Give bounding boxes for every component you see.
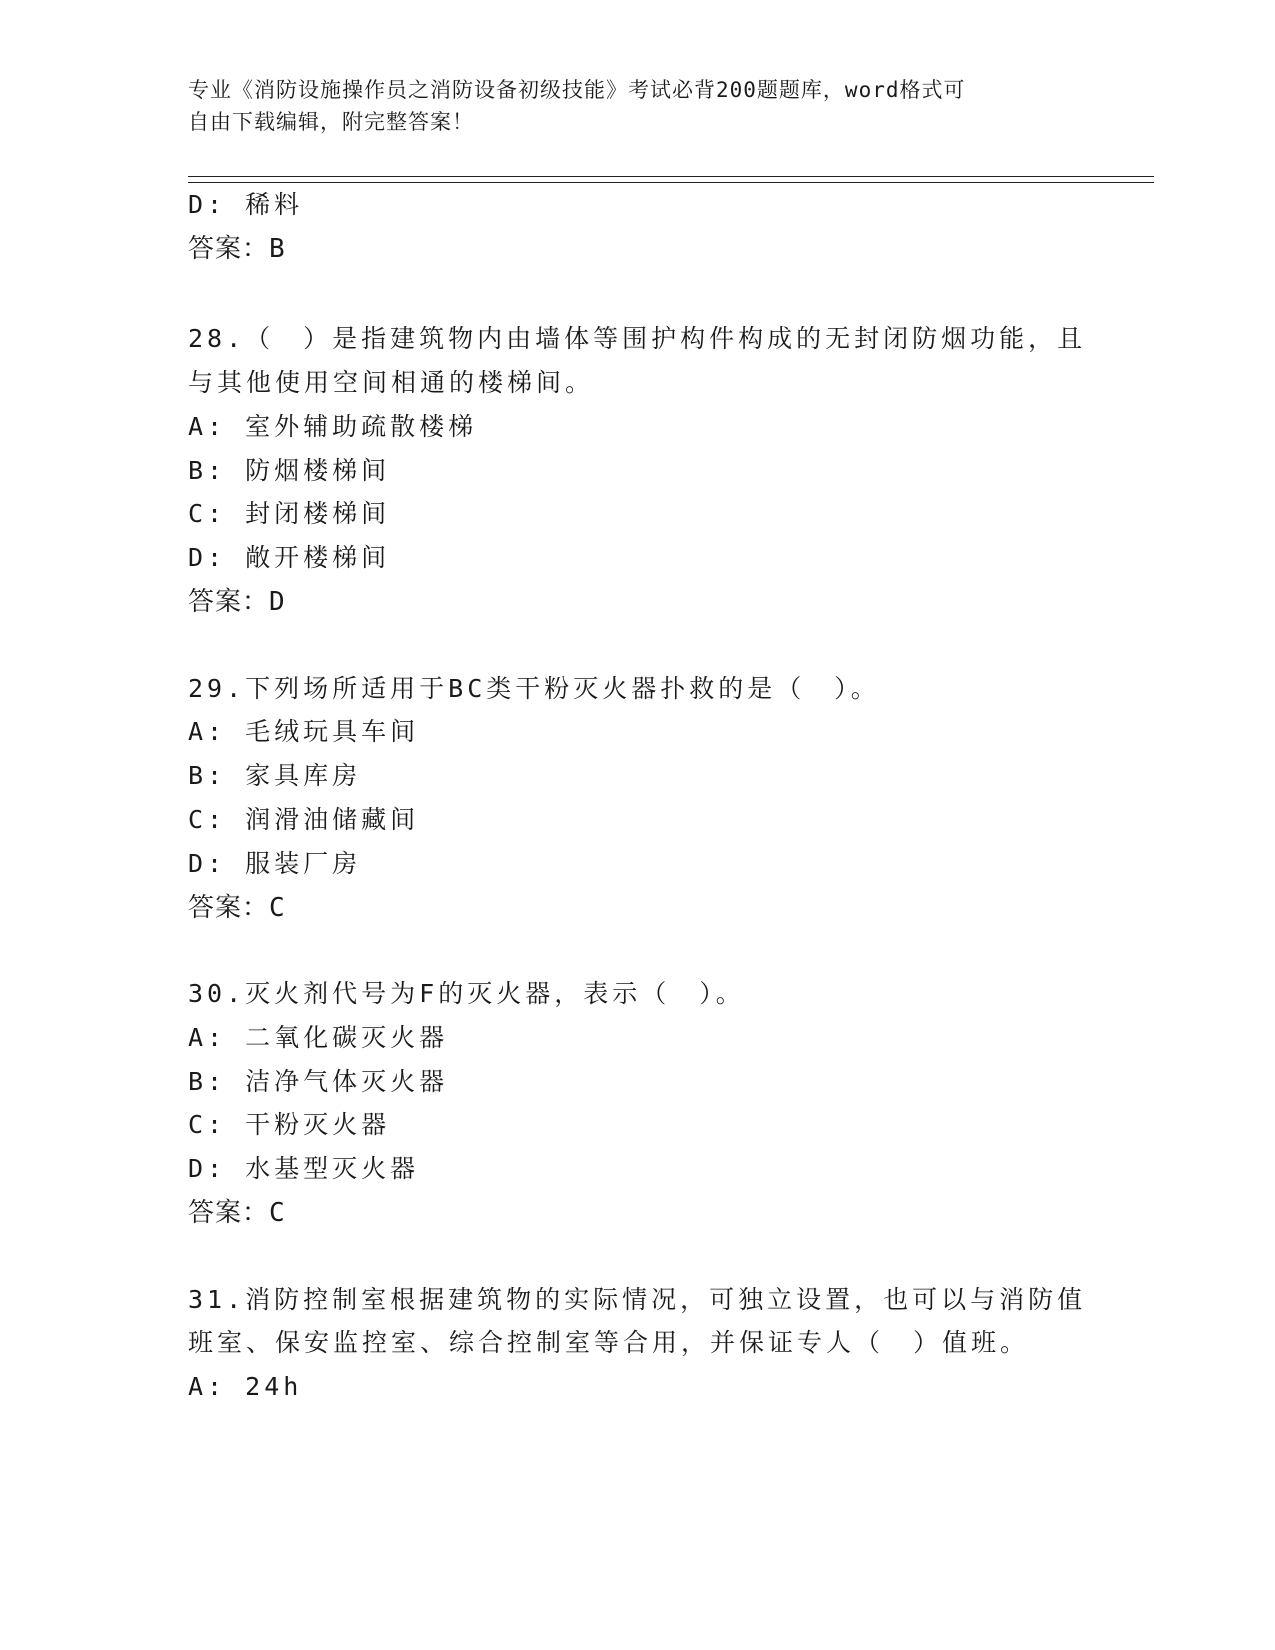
- q28-option-d: D: 敞开楼梯间: [188, 543, 391, 572]
- answer-value: D: [269, 587, 286, 617]
- header-divider-bottom: [188, 182, 1154, 183]
- q30-option-c: C: 干粉灭火器: [188, 1110, 391, 1139]
- answer-value: B: [269, 234, 286, 264]
- q29-option-a: A: 毛绒玩具车间: [188, 717, 420, 746]
- q28-option-a: A: 室外辅助疏散楼梯: [188, 412, 478, 441]
- q28-answer: [188, 585, 286, 619]
- answer-label: 答案：: [188, 587, 270, 617]
- q31-stem-line-1: 31.消防控制室根据建筑物的实际情况，可独立设置，也可以与消防值: [188, 1285, 1087, 1314]
- prev-answer: [188, 232, 286, 266]
- answer-value: C: [269, 893, 286, 923]
- answer-label: 答案：: [188, 1198, 270, 1228]
- q30-option-b: B: 洁净气体灭火器: [188, 1067, 449, 1096]
- q30-answer: [188, 1196, 286, 1230]
- q30-stem-line-1: 30.灭火剂代号为F的灭火器，表示（ ）。: [188, 979, 745, 1008]
- answer-label: 答案：: [188, 234, 270, 264]
- header-divider-top: [188, 176, 1154, 177]
- q30-option-a: A: 二氧化碳灭火器: [188, 1023, 449, 1052]
- q29-answer: [188, 891, 286, 925]
- q29-option-d: D: 服装厂房: [188, 849, 362, 878]
- q31-stem-line-2: 班室、保安监控室、综合控制室等合用，并保证专人（ ）值班。: [188, 1328, 1030, 1357]
- answer-value: C: [269, 1198, 286, 1228]
- q29-option-c: C: 润滑油储藏间: [188, 805, 420, 834]
- header-line-2: 自由下载编辑，附完整答案！: [188, 110, 474, 134]
- answer-label: 答案：: [188, 893, 270, 923]
- q31-option-a: A: 24h: [188, 1372, 303, 1401]
- q29-option-b: B: 家具库房: [188, 761, 362, 790]
- header-line-1: 专业《消防设施操作员之消防设备初级技能》考试必背200题题库，word格式可: [188, 78, 966, 102]
- document-header: [188, 74, 1088, 138]
- q28-stem-line-2: 与其他使用空间相通的楼梯间。: [188, 368, 595, 397]
- q28-stem-line-1: 28.（ ）是指建筑物内由墙体等围护构件构成的无封闭防烟功能，且: [188, 324, 1087, 353]
- q28-option-c: C: 封闭楼梯间: [188, 499, 391, 528]
- q28-option-b: B: 防烟楼梯间: [188, 456, 391, 485]
- q30-option-d: D: 水基型灭火器: [188, 1154, 420, 1183]
- q29-stem-line-1: 29.下列场所适用于BC类干粉灭火器扑救的是（ ）。: [188, 674, 880, 703]
- prev-option-d: D: 稀料: [188, 190, 304, 219]
